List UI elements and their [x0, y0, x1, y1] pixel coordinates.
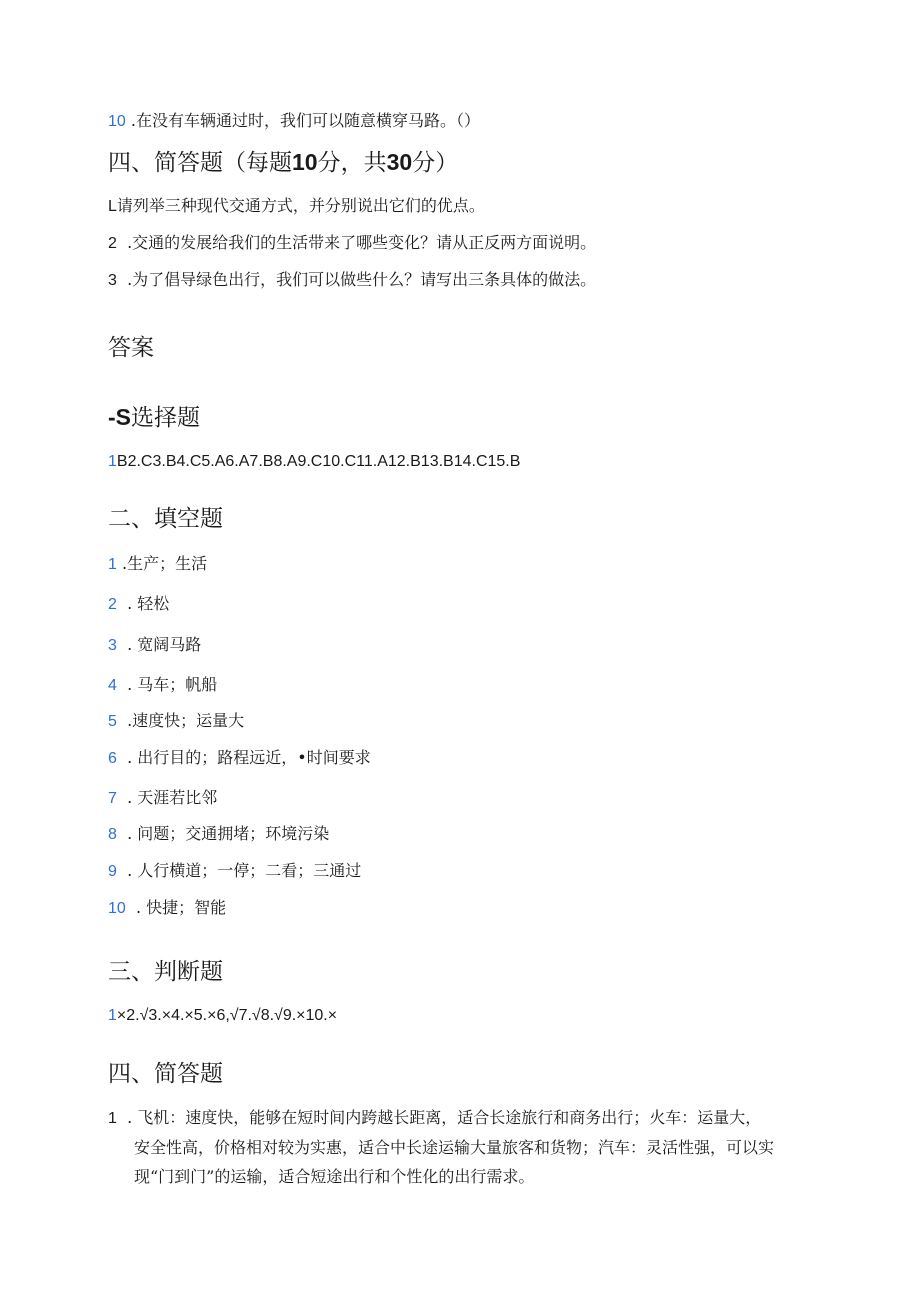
section-heading-short-answer — [108, 148, 458, 177]
answer-text: . 宽阔马路 — [127, 635, 202, 654]
answer-number: 1 — [108, 1110, 117, 1127]
answer-number: 1 — [108, 453, 117, 470]
section-prefix: -S — [108, 404, 131, 430]
question-number: L — [108, 198, 117, 215]
question-text: .在没有车辆通过时，我们可以随意横穿马路。（） — [130, 111, 480, 130]
question-text: .交通的发展给我们的生活带来了哪些变化？请从正反两方面说明。 — [127, 233, 597, 252]
fill-answer-2 — [108, 594, 169, 615]
answers-title: 答案 — [108, 335, 154, 361]
answer-number: 5 — [108, 713, 117, 730]
question-number: 2 — [108, 235, 117, 252]
question-number: 3 — [108, 272, 117, 289]
answer-number: 2 — [108, 596, 117, 613]
answer-text: B2.C3.B4.C5.A6.A7.B8.A9.C10.C11.A12.B13.B14.C15.B — [116, 453, 521, 470]
judge-question-10 — [108, 111, 480, 132]
heading-score-per-question: 10 — [292, 149, 318, 175]
question-text: 请列举三种现代交通方式，并分别说出它们的优点。 — [116, 196, 485, 215]
answer-text: . 轻松 — [127, 594, 170, 613]
answer-number: 8 — [108, 826, 117, 843]
answer-text: . 马车；帆船 — [127, 675, 218, 694]
short-question-1 — [108, 196, 485, 217]
answer-number: 1 — [108, 1007, 117, 1024]
fill-answer-10 — [108, 898, 226, 919]
fill-answer-8 — [108, 824, 329, 845]
heading-part-a: 四、简答题（每题 — [108, 150, 292, 176]
answer-text: .生产；生活 — [122, 554, 208, 573]
fill-answer-4 — [108, 675, 217, 696]
answer-text: . 问题；交通拥堵；环境污染 — [127, 824, 330, 843]
choice-answers — [108, 452, 520, 472]
answer-text: . 快捷；智能 — [135, 898, 227, 917]
answer-text: . 天涯若比邻 — [127, 788, 218, 807]
answer-text: . 出行目的；路程远近，•时间要求 — [127, 748, 371, 767]
answer-section-fill: 二、填空题 — [108, 506, 223, 532]
answer-number: 4 — [108, 677, 117, 694]
short-answer-1 — [108, 1103, 808, 1191]
fill-answer-9 — [108, 861, 361, 882]
answer-section-judge: 三、判断题 — [108, 959, 223, 985]
answer-text: . 人行横道；一停；二看；三通过 — [127, 861, 362, 880]
fill-answer-3 — [108, 635, 201, 656]
answer-line-3: 现“门到门”的运输，适合短途出行和个性化的出行需求。 — [134, 1167, 535, 1186]
answer-number: 9 — [108, 863, 117, 880]
short-question-2 — [108, 233, 596, 254]
answer-number: 1 — [108, 556, 117, 573]
answer-line-1: . 飞机：速度快，能够在短时间内跨越长距离，适合长途旅行和商务出行；火车：运量大， — [127, 1108, 762, 1127]
question-number: 10 — [108, 113, 126, 130]
heading-total-score: 30 — [386, 149, 413, 175]
fill-answer-1 — [108, 554, 207, 575]
answer-section-choice — [108, 403, 200, 432]
heading-part-b: 分，共 — [317, 150, 387, 176]
answer-text: .速度快；运量大 — [127, 711, 245, 730]
answer-line-2: 安全性高，价格相对较为实惠，适合中长途运输大量旅客和货物；汽车：灵活性强，可以实 — [134, 1138, 775, 1157]
question-text: .为了倡导绿色出行，我们可以做些什么？请写出三条具体的做法。 — [127, 270, 597, 289]
answer-section-short: 四、简答题 — [108, 1061, 223, 1087]
section-title: 选择题 — [131, 405, 200, 431]
answer-number: 3 — [108, 637, 117, 654]
answer-number: 10 — [108, 900, 126, 917]
answer-number: 6 — [108, 750, 117, 767]
answer-text: ×2.√3.×4.×5.×6,√7.√8.√9.×10.× — [116, 1007, 338, 1024]
answer-number: 7 — [108, 790, 117, 807]
heading-part-c: 分） — [412, 150, 459, 176]
fill-answer-5 — [108, 711, 244, 732]
fill-answer-6 — [108, 748, 371, 769]
judge-answers — [108, 1006, 337, 1026]
short-question-3 — [108, 270, 596, 291]
fill-answer-7 — [108, 788, 217, 809]
